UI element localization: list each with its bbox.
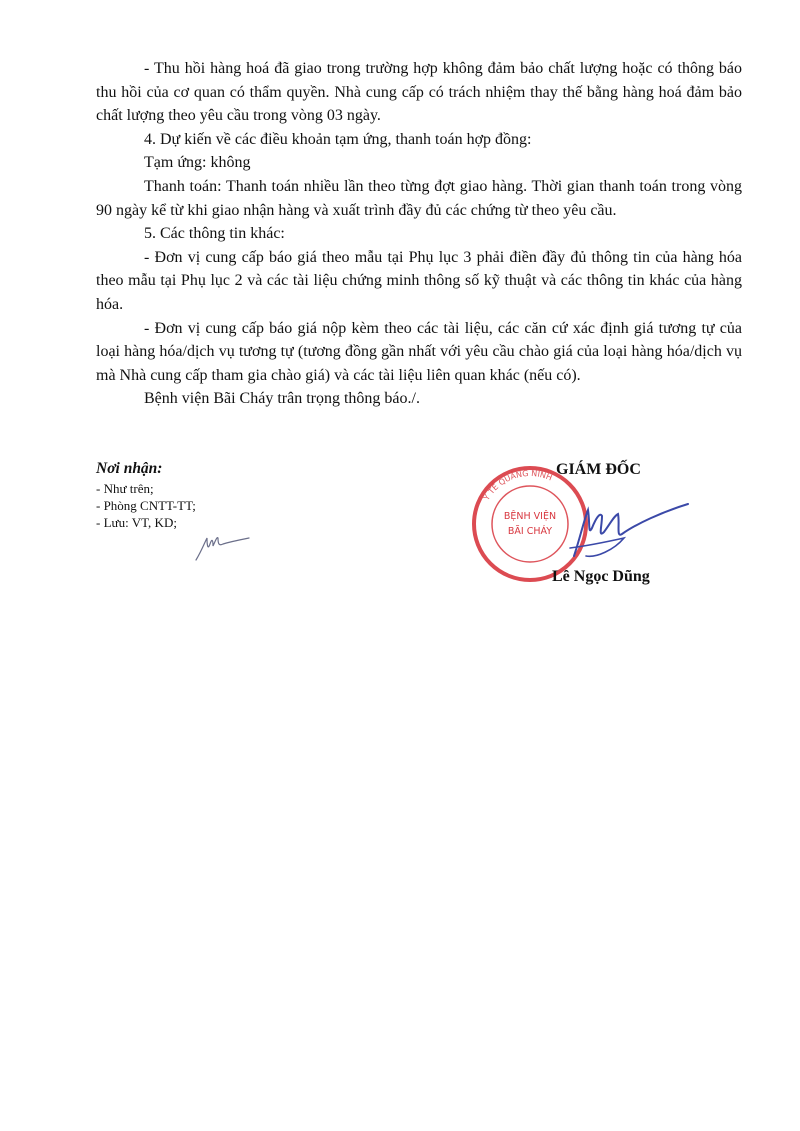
paragraph-section-4-heading: 4. Dự kiến về các điều khoản tạm ứng, thanh toán hợp đồng:: [144, 130, 532, 148]
seal-line-2: BÃI CHÁY: [507, 526, 553, 537]
recipients-heading: Nơi nhận:: [96, 460, 163, 477]
director-signature: [566, 498, 696, 568]
seal-rim-text: Y TẾ QUẢNG NINH: [481, 468, 554, 502]
director-name: Lê Ngọc Dũng: [552, 568, 650, 585]
paragraph-payment: Thanh toán: Thanh toán nhiều lần theo từng đợt giao hàng. Thời gian thanh toán trong vòng 90 ngày kể từ khi giao nhận hàng và xuất trình đầy đủ các chứng từ theo yêu cầu.: [96, 177, 742, 219]
recipient-item: - Lưu: VT, KD;: [96, 515, 177, 530]
document-body: [96, 57, 742, 411]
paragraph-quote-attachments: - Đơn vị cung cấp báo giá nộp kèm theo các tài liệu, các căn cứ xác định giá tương tự của loại hàng hóa/dịch vụ tương tự (tương đồng gần nhất với yêu cầu chào giá của loại hàng hóa/dịch vụ mà Nhà cung cấp tham gia chào giá) và các tài liệu liên quan khác (nếu có).: [96, 319, 742, 384]
seal-line-1: BỆNH VIỆN: [503, 511, 557, 522]
director-title: GIÁM ĐỐC: [556, 461, 641, 478]
paragraph-section-5-heading: 5. Các thông tin khác:: [144, 225, 285, 243]
paragraph-closing: Bệnh viện Bãi Cháy trân trọng thông báo./.: [144, 390, 420, 408]
recipient-item: - Như trên;: [96, 481, 154, 496]
initials-mark: [193, 532, 253, 564]
recipient-item: - Phòng CNTT-TT;: [96, 498, 196, 513]
paragraph-recall-goods: - Thu hồi hàng hoá đã giao trong trường hợp không đảm bảo chất lượng hoặc có thông báo thu hồi của cơ quan có thẩm quyền. Nhà cung cấp có trách nhiệm thay thế bằng hàng hoá đảm bảo chất lượng theo yêu cầu trong vòng 03 ngày.: [96, 60, 742, 125]
recipients-block: [96, 460, 196, 531]
svg-text:Y TẾ QUẢNG NINH: [481, 469, 553, 503]
paragraph-advance: Tạm ứng: không: [144, 154, 251, 172]
paragraph-quote-form: - Đơn vị cung cấp báo giá theo mẫu tại Phụ lục 3 phải điền đầy đủ thông tin của hàng hóa theo mẫu tại Phụ lục 2 và các tài liệu chứng minh thông số kỹ thuật và các thông tin khác của hàng hóa.: [96, 248, 742, 313]
